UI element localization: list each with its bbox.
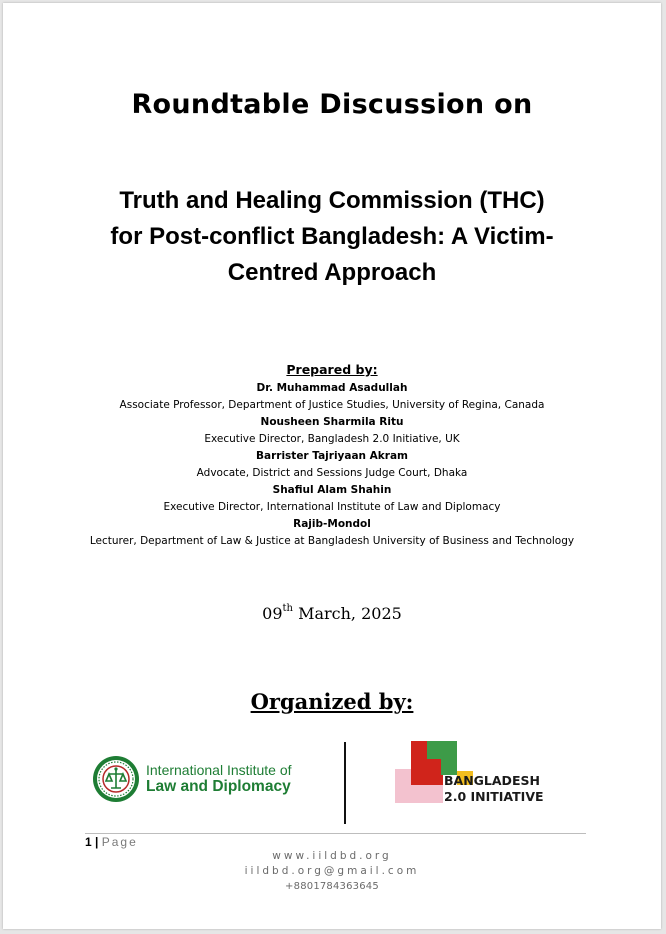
document-page: [3, 3, 661, 929]
author-role: Associate Professor, Department of Justice Studies, University of Regina, Canada: [119, 399, 545, 411]
author-name: Nousheen Sharmila Ritu: [260, 416, 404, 428]
email-link[interactable]: iildbd.org@gmail.com: [244, 865, 420, 877]
logo-divider: [344, 742, 346, 824]
iild-name-line1: International Institute of: [146, 762, 292, 778]
iild-logo: [92, 755, 292, 803]
author-role: Lecturer, Department of Law & Justice at Bangladesh University of Business and Technology: [89, 535, 575, 547]
author-role: Executive Director, International Institute of Law and Diplomacy: [163, 501, 501, 513]
bd-name-line2: 2.0 INITIATIVE: [444, 789, 544, 804]
page-number-value: 1: [85, 835, 92, 849]
organized-by-label: Organized by:: [250, 689, 414, 714]
phone-number: +8801784363645: [285, 881, 379, 892]
iild-seal-icon: [92, 755, 140, 803]
document-title: [3, 183, 661, 291]
event-date: [3, 603, 661, 623]
date-rest: March, 2025: [293, 604, 402, 623]
date-suffix: th: [282, 603, 293, 614]
footer-divider: [85, 833, 586, 834]
author-name: Rajib-Mondol: [293, 518, 371, 530]
title-line: for Post-conflict Bangladesh: A Victim-: [110, 223, 554, 250]
bd-wordmark: [444, 773, 544, 805]
title-line: Centred Approach: [227, 259, 437, 286]
prepared-by-section: [3, 360, 661, 550]
prepared-by-label: Prepared by:: [286, 362, 378, 377]
author-role: Advocate, District and Sessions Judge Court, Dhaka: [196, 467, 468, 479]
author-name: Shafiul Alam Shahin: [272, 484, 392, 496]
iild-name-line2: Law and Diplomacy: [146, 778, 291, 795]
page-label: Page: [101, 835, 138, 849]
page-number: [85, 835, 138, 849]
date-day: 09: [262, 604, 283, 623]
iild-wordmark: [146, 762, 292, 796]
page-separator: |: [91, 835, 102, 849]
bd-name-line1: BANGLADESH: [444, 773, 540, 788]
title-line: Truth and Healing Commission (THC): [119, 187, 545, 214]
website-link[interactable]: www.iildbd.org: [272, 850, 392, 862]
author-name: Barrister Tajriyaan Akram: [256, 450, 408, 462]
footer-contact: [3, 849, 661, 894]
author-role: Executive Director, Bangladesh 2.0 Initiative, UK: [204, 433, 460, 445]
author-name: Dr. Muhammad Asadullah: [256, 382, 408, 394]
document-heading: Roundtable Discussion on: [131, 89, 533, 120]
